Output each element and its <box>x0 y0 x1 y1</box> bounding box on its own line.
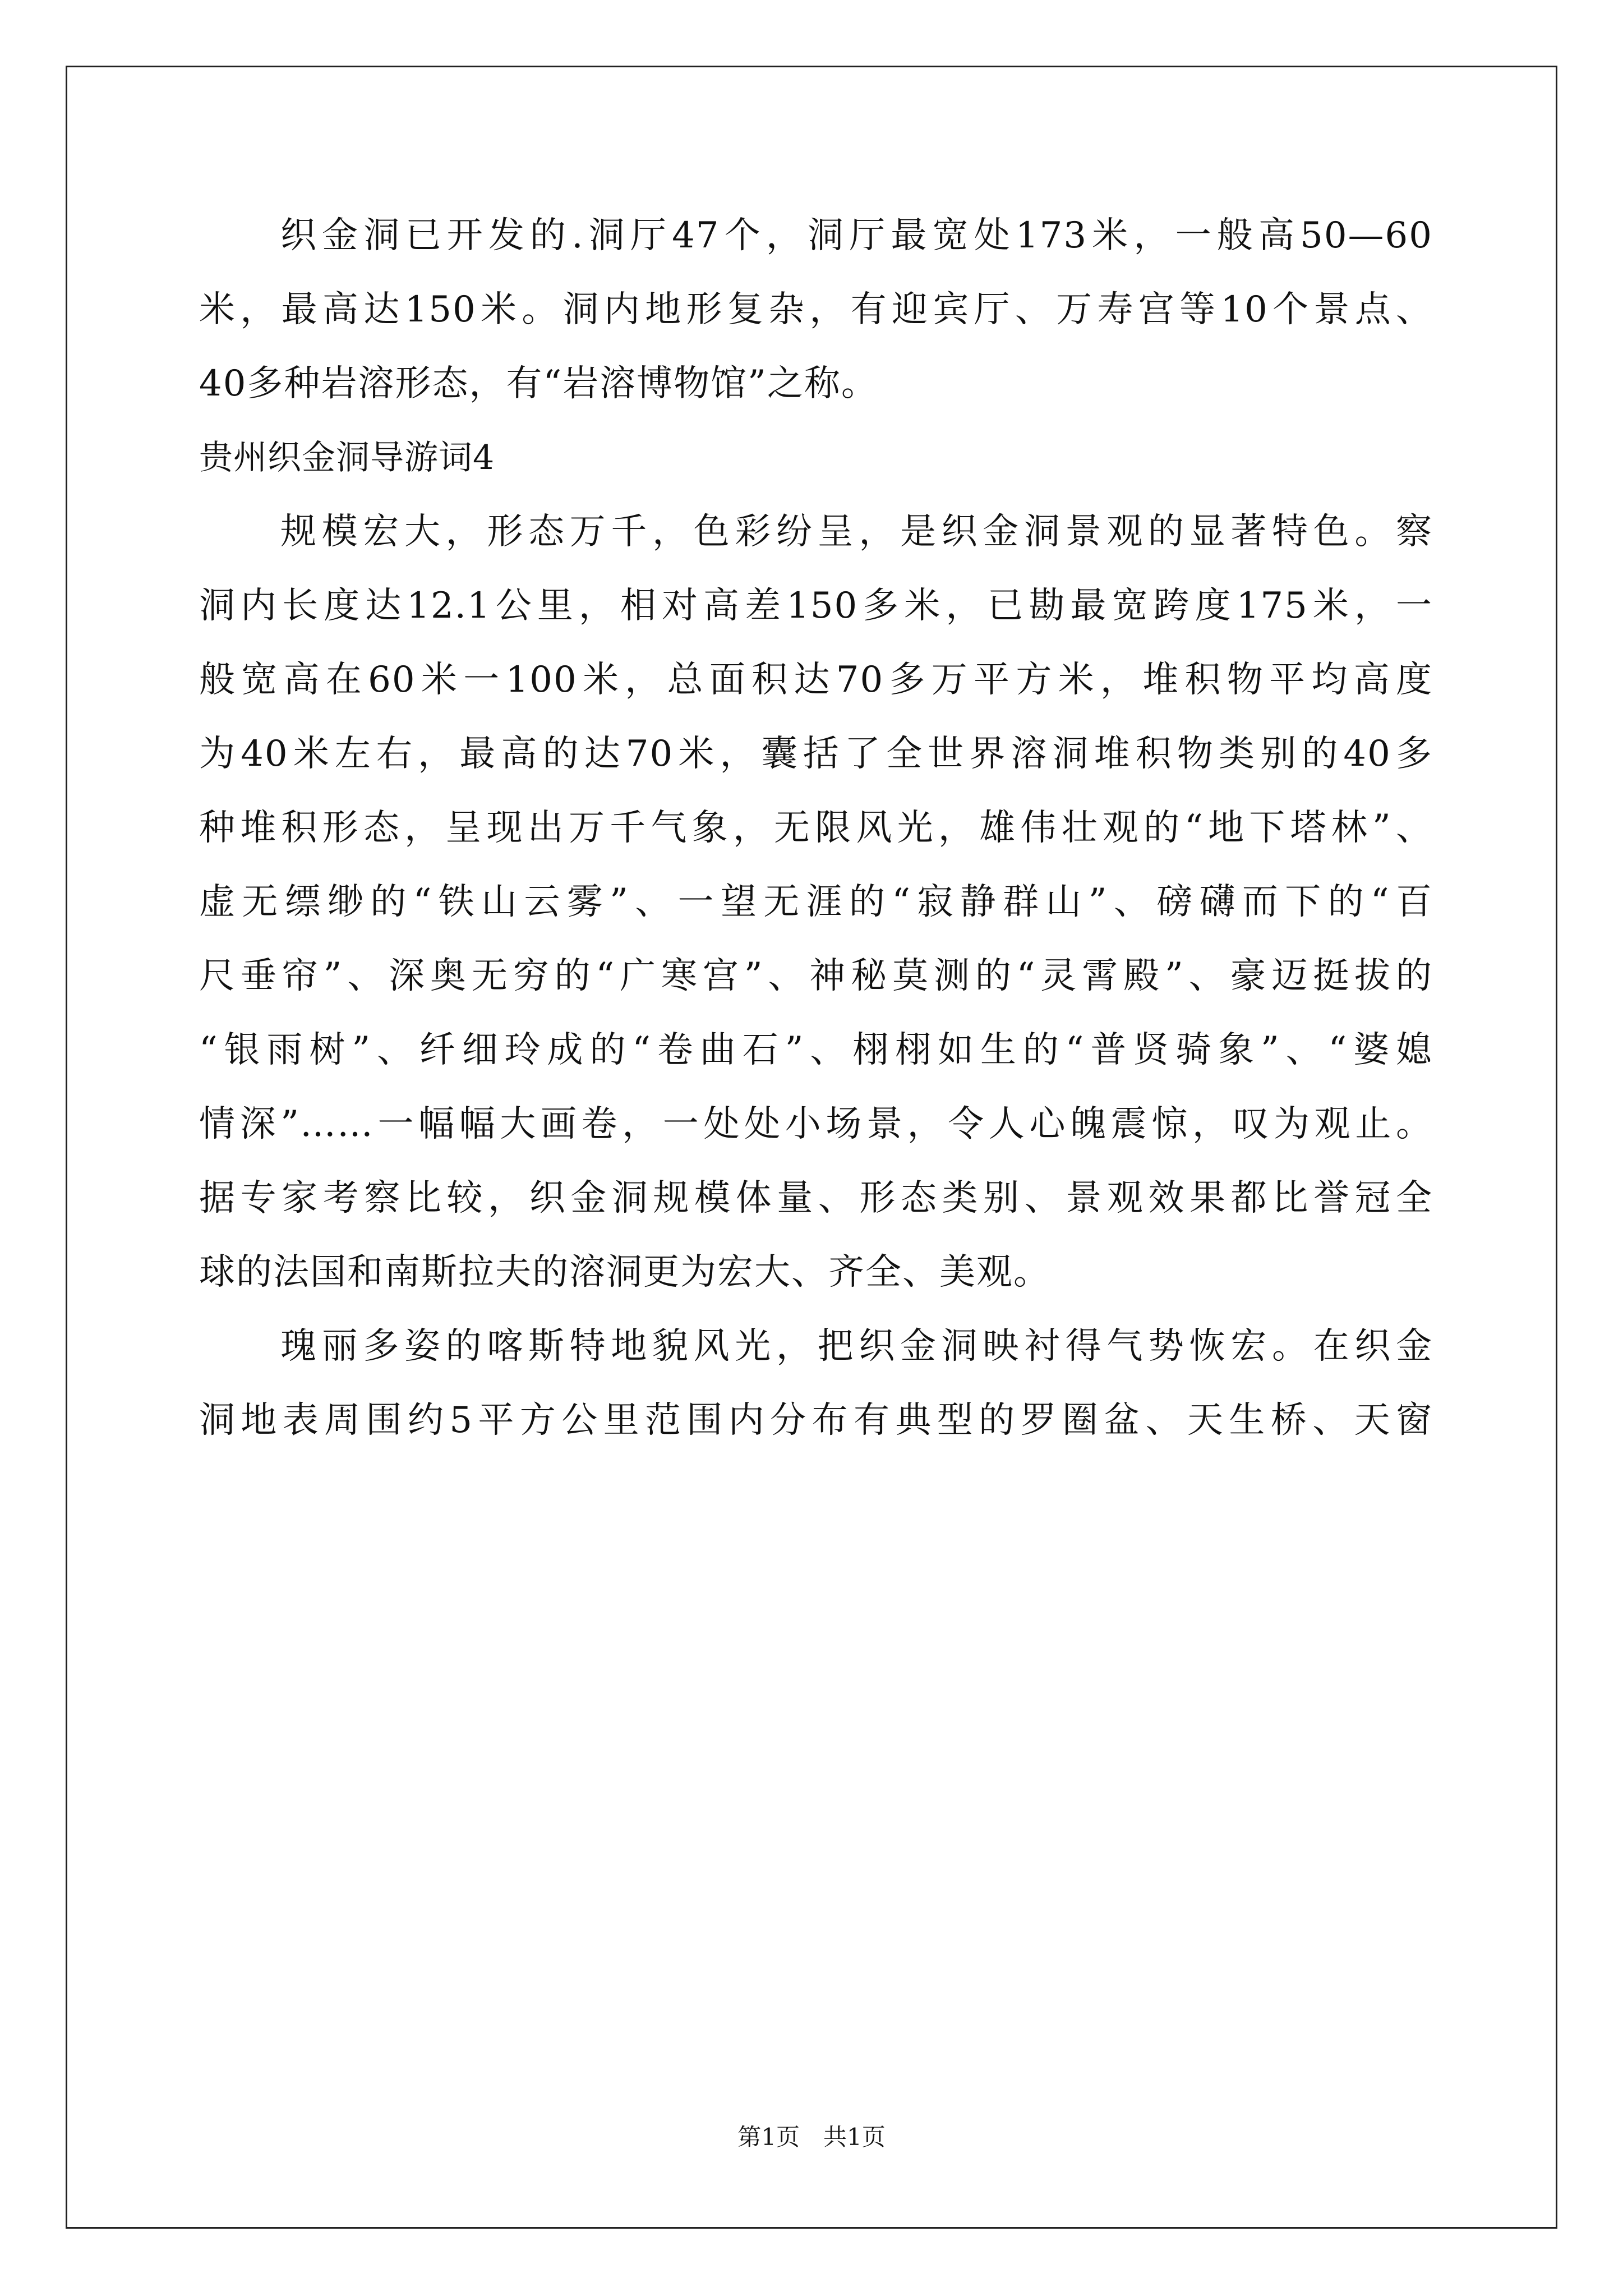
paragraph-1-line-2: 米，最高达150米。洞内地形复杂，有迎宾厅、万寿宫等10个景点、 <box>199 289 1433 330</box>
page-number: 第1页 共1页 <box>737 2123 886 2151</box>
paragraph-2-line-11: 球的法国和南斯拉夫的溶洞更为宏大、齐全、美观。 <box>199 1251 1050 1293</box>
paragraph-1-line-1: 织金洞已开发的.洞厅47个，洞厅最宽处173米，一般高50—60 <box>280 215 1433 256</box>
paragraph-2-line-7: 尺垂帘”、深奥无穷的“广寒宫”、神秘莫测的“灵霄殿”、豪迈挺拔的 <box>199 955 1433 997</box>
paragraph-2-line-1: 规模宏大，形态万千，色彩纷呈，是织金洞景观的显著特色。察 <box>280 511 1433 553</box>
paragraph-2-line-9: 情深”……一幅幅大画卷，一处处小场景，令人心魄震惊，叹为观止。 <box>199 1103 1433 1145</box>
paragraph-3-line-2: 洞地表周围约5平方公里范围内分布有典型的罗圈盆、天生桥、天窗 <box>199 1400 1433 1441</box>
paragraph-2-line-2: 洞内长度达12.1公里，相对高差150多米，已勘最宽跨度175米，一 <box>199 585 1433 627</box>
paragraph-2-line-6: 虚无缥缈的“铁山云雾”、一望无涯的“寂静群山”、磅礴而下的“百 <box>199 881 1433 923</box>
paragraph-2-line-8: “银雨树”、纤细玲成的“卷曲石”、栩栩如生的“普贤骑象”、“婆媳 <box>199 1029 1433 1071</box>
paragraph-2-line-10: 据专家考察比较，织金洞规模体量、形态类别、景观效果都比誉冠全 <box>199 1177 1433 1219</box>
page-footer <box>0 2120 1623 2154</box>
paragraph-1-line-3: 40多种岩溶形态，有“岩溶博物馆”之称。 <box>199 363 878 404</box>
paragraph-2-line-5: 种堆积形态，呈现出万千气象，无限风光，雄伟壮观的“地下塔林”、 <box>199 807 1433 849</box>
paragraph-3-line-1: 瑰丽多姿的喀斯特地貌风光，把织金洞映衬得气势恢宏。在织金 <box>280 1326 1433 1367</box>
paragraph-2-line-3: 般宽高在60米一100米，总面积达70多万平方米，堆积物平均高度 <box>199 659 1433 701</box>
paragraph-2-line-4: 为40米左右，最高的达70米，囊括了全世界溶洞堆积物类别的40多 <box>199 733 1433 775</box>
section-title: 贵州织金洞导游词4 <box>199 438 495 477</box>
